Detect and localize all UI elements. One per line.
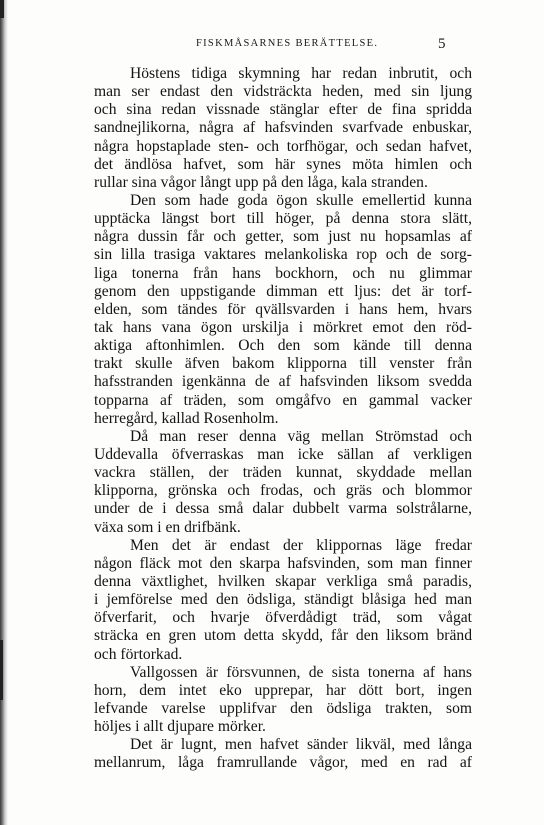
text-line: och sina redan vissnade stänglar efter de fina spridda (94, 101, 472, 119)
text-line: upptäcka längst bort till höger, på denna stora slätt, (94, 210, 472, 228)
text-line: aktiga aftonhimlen. Och den som kände till denna (94, 337, 472, 355)
text-line: öfverfarit, och hvarje öfverdådigt träd, som vågat (94, 609, 472, 627)
text-line: sin lilla trasiga vaktares melankoliska rop och de sorg- (94, 246, 472, 264)
running-title: FISKMÅSARNES BERÄTTELSE. (196, 38, 379, 49)
text-line: några dussin får och getter, som just nu hopsamlas af (94, 228, 472, 246)
text-line: Men det är endast der klippornas läge fredar (130, 536, 472, 554)
text-line: vackra ställen, der träden kunnat, skyddade mellan (94, 464, 472, 482)
text-line: man ser endast den vidsträckta heden, med sin ljung (94, 83, 472, 101)
text-line: Vallgossen är försvunnen, de sista tonerna af hans (130, 663, 472, 681)
text-line: mellanrum, låga framrullande vågor, med en rad af (94, 754, 472, 772)
page-header (0, 36, 544, 54)
body-text (94, 65, 472, 772)
text-line: någon fläck mot den skarpa hafsvinden, som man finner (94, 554, 472, 572)
text-line: sandnejlikorna, några af hafsvinden svarfvade enbuskar, (94, 119, 472, 137)
text-line: sträcka en gren utom detta skydd, får den liksom bränd (94, 627, 472, 645)
text-line: elden, som tändes för qvällsvarden i hans hem, hvars (94, 300, 472, 318)
text-line: lefvande varelse upplifvar den ödsliga trakten, som (94, 699, 472, 717)
text-line: trakt skulle äfven bakom klipporna till venster från (94, 355, 472, 373)
binding-mark (0, 640, 3, 700)
text-line: växa som i en drifbänk. (94, 518, 241, 536)
text-line: i jemförelse med den ödsliga, ständigt blåsiga hed man (94, 591, 472, 609)
text-line: Det är lugnt, men hafvet sänder likväl, med långa (130, 736, 472, 754)
text-line: under de i dessa små dalar dubbelt varma solstrålarne, (94, 500, 472, 518)
text-line: liga tonerna från hans bockhorn, och nu glimmar (94, 264, 472, 282)
text-line: Höstens tidiga skymning har redan inbrutit, och (130, 65, 472, 82)
text-line: hafsstranden igenkänna de af hafsvinden liksom svedda (94, 373, 472, 391)
page-number: 5 (438, 36, 446, 52)
text-line: genom den uppstigande dimman ett ljus: det är torf- (94, 282, 472, 300)
text-line: topparna af träden, som omgåfvo en gammal vacker (94, 391, 472, 409)
text-line: Då man reser denna väg mellan Strömstad och (130, 427, 472, 445)
text-line: Uddevalla öfverraskas man icke sällan af verkligen (94, 445, 472, 463)
page-edge-shadow (0, 0, 8, 825)
text-line: denna växtlighet, hvilken skapar verkliga små paradis, (94, 572, 472, 590)
text-line: tak hans vana ögon urskilja i mörkret emot den röd- (94, 318, 472, 336)
text-line: Den som hade goda ögon skulle emellertid kunna (130, 191, 472, 209)
text-line: herregård, kallad Rosenholm. (94, 409, 279, 427)
text-line: horn, dem intet eko upprepar, har dött bort, ingen (94, 681, 472, 699)
text-line: klipporna, grönska och frodas, och gräs och blommor (94, 482, 472, 500)
binding-mark (0, 0, 4, 18)
text-line: några hopstaplade sten- och torfhögar, och sedan hafvet, (94, 137, 472, 155)
text-line: och förtorkad. (94, 645, 183, 663)
text-line: rullar sina vågor långt upp på den låga, kala stranden. (94, 173, 428, 191)
text-line: höljes i allt djupare mörker. (94, 718, 266, 736)
text-line: det ändlösa hafvet, som här synes möta himlen och (94, 155, 472, 173)
